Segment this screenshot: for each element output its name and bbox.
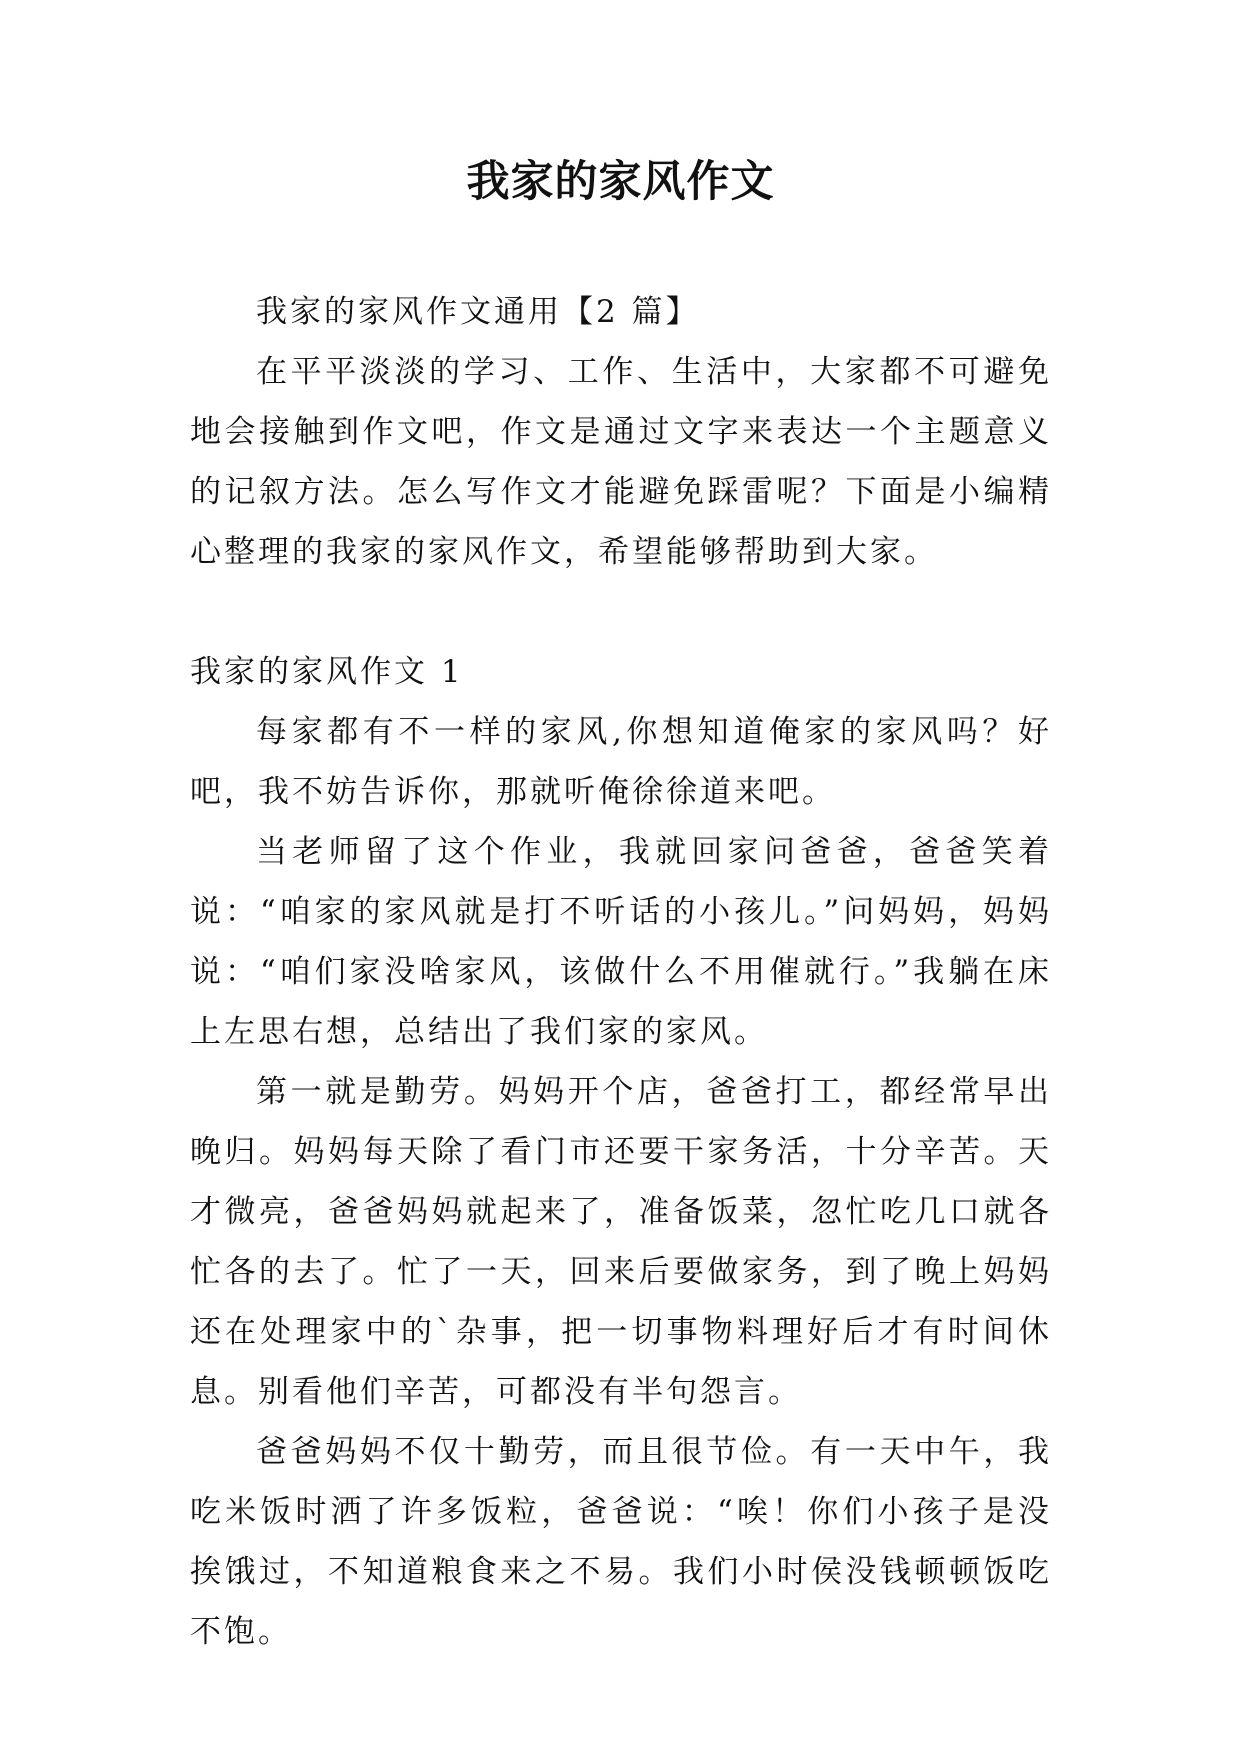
section-paragraph-4: 爸爸妈妈不仅十勤劳，而且很节俭。有一天中午，我吃米饭时洒了许多饭粒，爸爸说：“唉！你们小孩子是没挨饿过，不知道粮食来之不易。我们小时侯没钱顿顿饭吃不饱。: [190, 1434, 1052, 1650]
intro-subtitle: 我家的家风作文通用【2 篇】: [256, 294, 700, 330]
document-title: 我家的家风作文: [466, 157, 775, 207]
section-heading: 我家的家风作文 1: [190, 654, 464, 690]
intro-paragraph: 在平平淡淡的学习、工作、生活中，大家都不可避免地会接触到作文吧，作文是通过文字来表达一个主题意义的记叙方法。怎么写作文才能避免踩雷呢？下面是小编精心整理的我家的家风作文，希望能够帮助到大家。: [190, 354, 1052, 570]
section-paragraph-2: 当老师留了这个作业，我就回家问爸爸，爸爸笑着说：“咱家的家风就是打不听话的小孩儿。”问妈妈，妈妈说：“咱们家没啥家风，该做什么不用催就行。”我躺在床上左思右想，总结出了我们家的家风。: [190, 834, 1052, 1050]
section-paragraph-1: 每家都有不一样的家风,你想知道俺家的家风吗？好吧，我不妨告诉你，那就听俺徐徐道来吧。: [190, 714, 1052, 810]
document-body: [190, 282, 1052, 1662]
section-paragraph-3: 第一就是勤劳。妈妈开个店，爸爸打工，都经常早出晚归。妈妈每天除了看门市还要干家务活，十分辛苦。天才微亮，爸爸妈妈就起来了，准备饭菜，忽忙吃几口就各忙各的去了。忙了一天，回来后要做家务，到了晚上妈妈还在处理家中的`杂事，把一切事物料理好后才有时间休息。别看他们辛苦，可都没有半句怨言。: [190, 1074, 1052, 1410]
